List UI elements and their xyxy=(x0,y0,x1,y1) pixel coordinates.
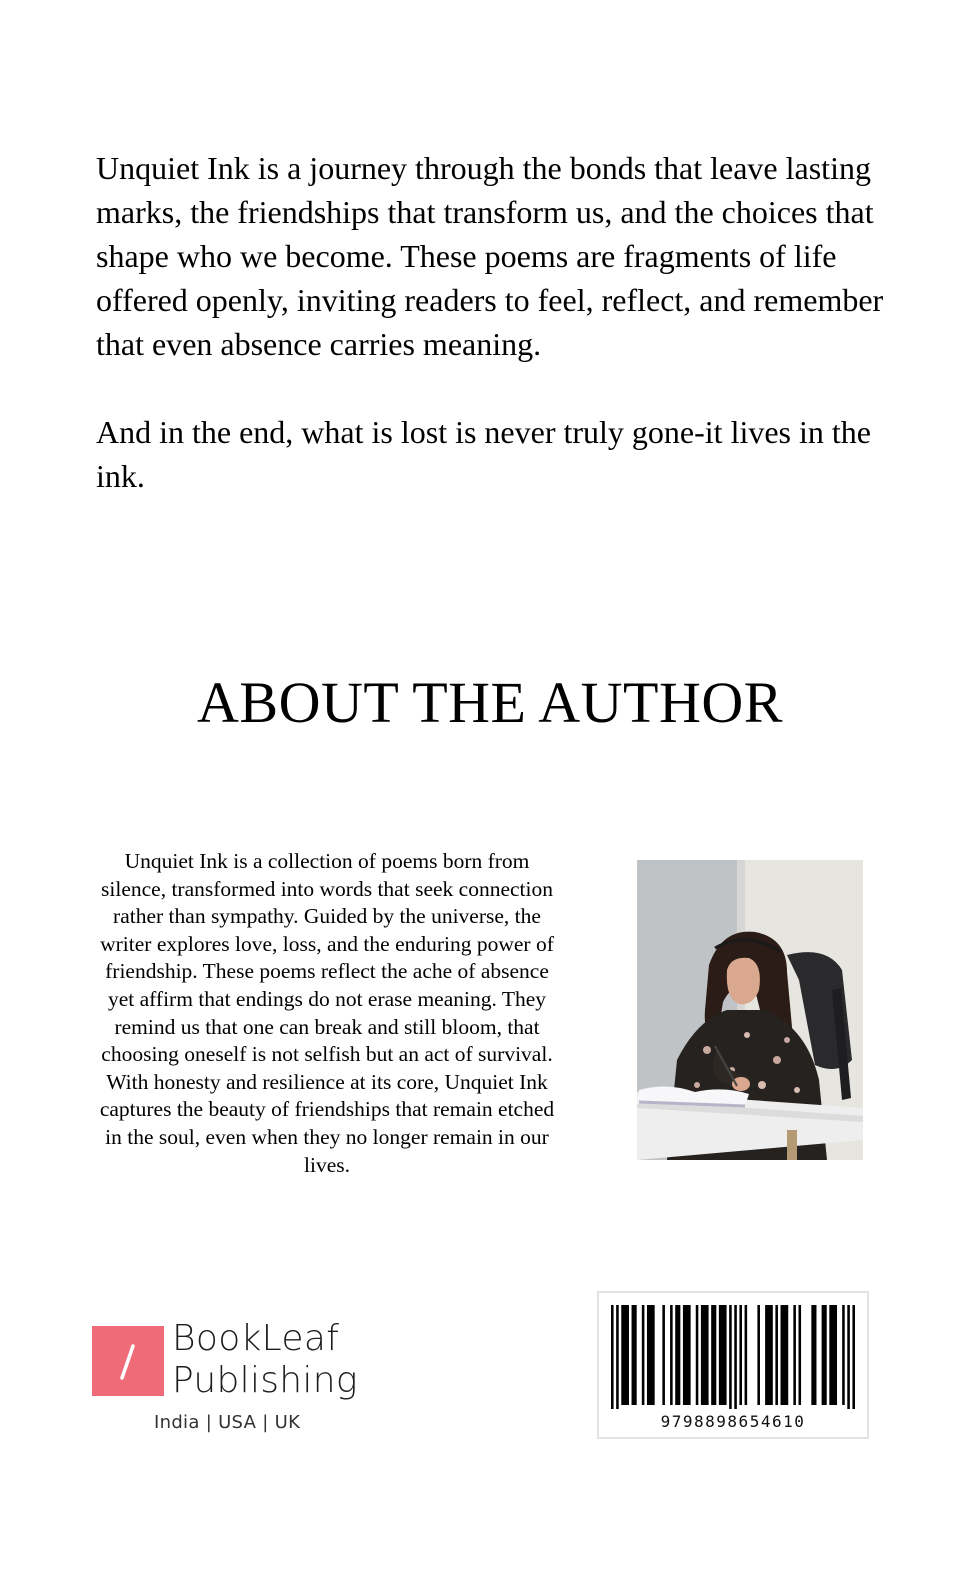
barcode-bar xyxy=(632,1305,637,1405)
isbn-number: 9798898654610 xyxy=(660,1412,806,1431)
author-bio: Unquiet Ink is a collection of poems born from silence, transformed into words that seek connection rather than sympathy. Guided by the universe, the writer explores love, loss, and the enduring power of friendship. These poems reflect the ache of absence yet affirm that endings do not erase meaning. They remind us that one can break and still bloom, that choosing oneself is not selfish but an act of survival. With honesty and resilience at its core, Unquiet Ink captures the beauty of friendships that remain etched in the soul, even when they no longer remain in our lives. xyxy=(99,849,555,1177)
barcode-bar xyxy=(847,1305,850,1409)
publisher-name-line-2: Publishing xyxy=(172,1360,358,1401)
barcode-bar xyxy=(696,1305,699,1405)
publisher-name-line-1: BookLeaf xyxy=(172,1318,340,1359)
barcode-bar xyxy=(781,1305,789,1405)
barcode-bar xyxy=(852,1305,855,1409)
barcode-bar xyxy=(775,1305,778,1405)
barcode-bar xyxy=(616,1305,619,1409)
publisher-name xyxy=(172,1318,358,1402)
barcode-bar xyxy=(719,1305,727,1405)
barcode-bar xyxy=(811,1305,816,1405)
barcode-bar xyxy=(842,1305,845,1405)
author-photo xyxy=(637,860,863,1160)
barcode-bar xyxy=(647,1305,655,1405)
barcode-bar xyxy=(611,1305,614,1409)
barcode-bar xyxy=(683,1305,691,1405)
back-cover-blurb xyxy=(96,146,896,498)
bookleaf-slash-icon xyxy=(92,1326,164,1396)
barcode-bar xyxy=(701,1305,709,1405)
publisher-regions: India | USA | UK xyxy=(154,1412,301,1433)
barcode-bar xyxy=(829,1305,837,1405)
barcode-bar xyxy=(642,1305,645,1405)
publisher-logo xyxy=(92,1318,382,1438)
blurb-paragraph-2: And in the end, what is lost is never truly gone-it lives in the ink. xyxy=(96,414,871,494)
barcode-bar xyxy=(757,1305,760,1405)
barcode-bar xyxy=(621,1305,629,1405)
barcode-bar xyxy=(793,1305,796,1405)
barcode-bar xyxy=(734,1305,737,1409)
barcode-bar xyxy=(739,1305,742,1405)
isbn-barcode xyxy=(597,1291,869,1439)
barcode-bar xyxy=(675,1305,680,1405)
barcode-bar xyxy=(670,1305,673,1405)
barcode-bars xyxy=(611,1305,855,1409)
about-the-author-heading: ABOUT THE AUTHOR xyxy=(197,670,783,735)
barcode-bar xyxy=(798,1305,801,1405)
barcode-bar xyxy=(822,1305,827,1405)
barcode-bar xyxy=(662,1305,665,1405)
blurb-paragraph-1: Unquiet Ink is a journey through the bonds that leave lasting marks, the friendships that transform us, and the choices that shape who we become. These poems are fragments of life offered openly, inviting readers to feel, reflect, and remember that even absence carries meaning. xyxy=(96,150,884,362)
barcode-bar xyxy=(745,1305,748,1405)
barcode-bar xyxy=(729,1305,732,1409)
barcode-bar xyxy=(711,1305,716,1405)
barcode-bar xyxy=(765,1305,773,1405)
